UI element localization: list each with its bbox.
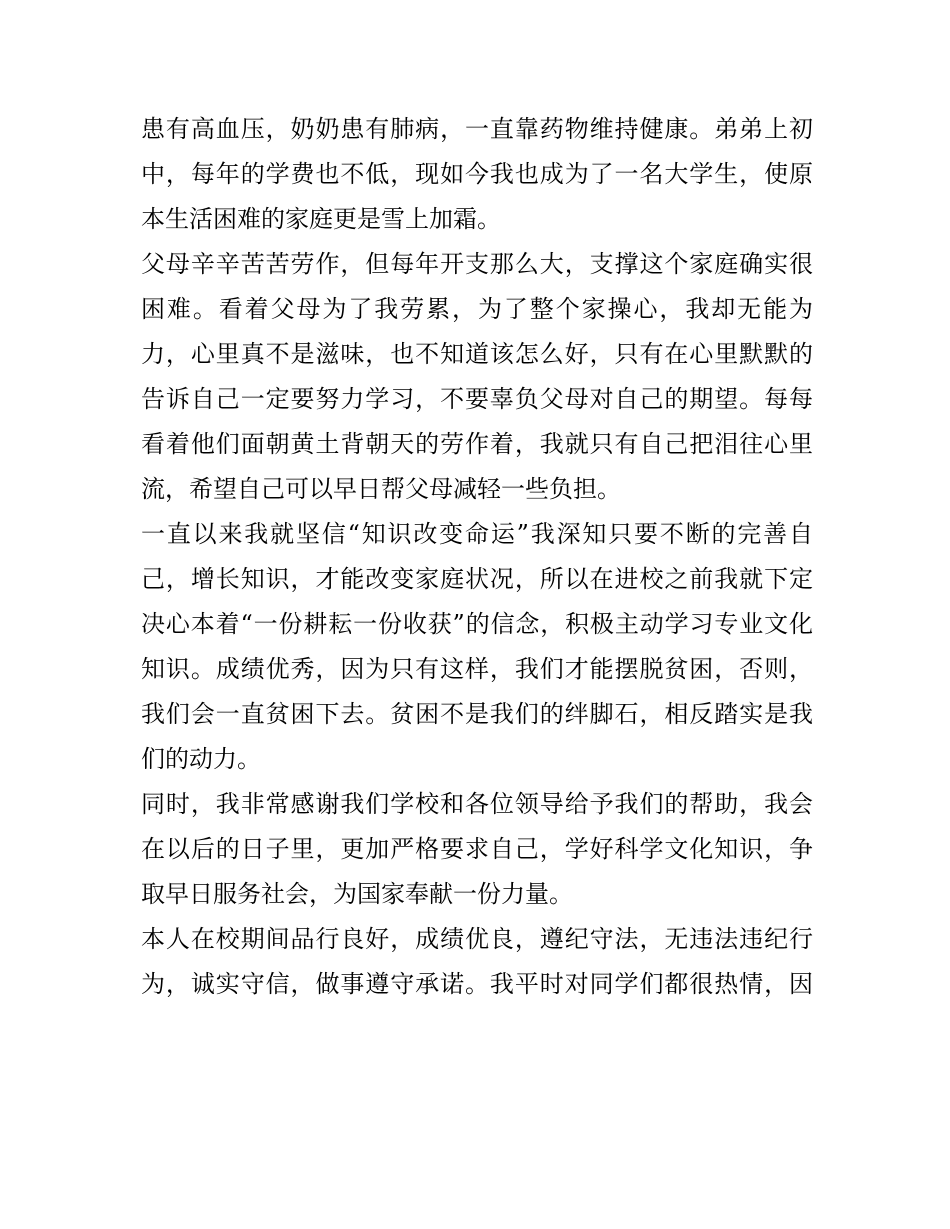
paragraph-2 [141, 242, 813, 512]
text-line: 一直以来我就坚信“知识改变命运”我深知只要不断的完善自 [141, 520, 813, 548]
text-line: 们的动力。 [141, 745, 261, 773]
text-line: 取早日服务社会，为国家奉献一份力量。 [141, 880, 573, 908]
text-line: 己，增长知识，才能改变家庭状况，所以在进校之前我就下定 [141, 565, 813, 593]
text-line: 决心本着“一份耕耘一份收获”的信念，积极主动学习专业文化 [141, 610, 813, 638]
text-line: 患有高血压，奶奶患有肺病，一直靠药物维持健康。弟弟上初 [141, 115, 813, 143]
text-line: 本人在校期间品行良好，成绩优良，遵纪守法，无违法违纪行 [141, 925, 813, 953]
text-line: 力，心里真不是滋味，也不知道该怎么好，只有在心里默默的 [141, 340, 813, 368]
paragraph-3 [141, 512, 813, 782]
text-line: 我们会一直贫困下去。贫困不是我们的绊脚石，相反踏实是我 [141, 700, 813, 728]
paragraph-1 [141, 107, 813, 242]
text-line: 知识。成绩优秀，因为只有这样，我们才能摆脱贫困，否则， [141, 655, 813, 683]
paragraph-4 [141, 782, 813, 917]
text-line: 父母辛辛苦苦劳作，但每年开支那么大，支撑这个家庭确实很 [141, 250, 813, 278]
text-line: 流，希望自己可以早日帮父母减轻一些负担。 [141, 475, 621, 503]
document-body [141, 107, 813, 1007]
text-line: 告诉自己一定要努力学习，不要辜负父母对自己的期望。每每 [141, 385, 813, 413]
text-line: 本生活困难的家庭更是雪上加霜。 [141, 205, 501, 233]
paragraph-5 [141, 917, 813, 1007]
text-line: 看着他们面朝黄土背朝天的劳作着，我就只有自己把泪往心里 [141, 430, 813, 458]
text-line: 为，诚实守信，做事遵守承诺。我平时对同学们都很热情，因 [141, 970, 813, 998]
text-line: 困难。看着父母为了我劳累，为了整个家操心，我却无能为 [141, 295, 813, 323]
text-line: 在以后的日子里，更加严格要求自己，学好科学文化知识，争 [141, 835, 813, 863]
text-line: 同时，我非常感谢我们学校和各位领导给予我们的帮助，我会 [141, 790, 813, 818]
text-line: 中，每年的学费也不低，现如今我也成为了一名大学生，使原 [141, 160, 813, 188]
